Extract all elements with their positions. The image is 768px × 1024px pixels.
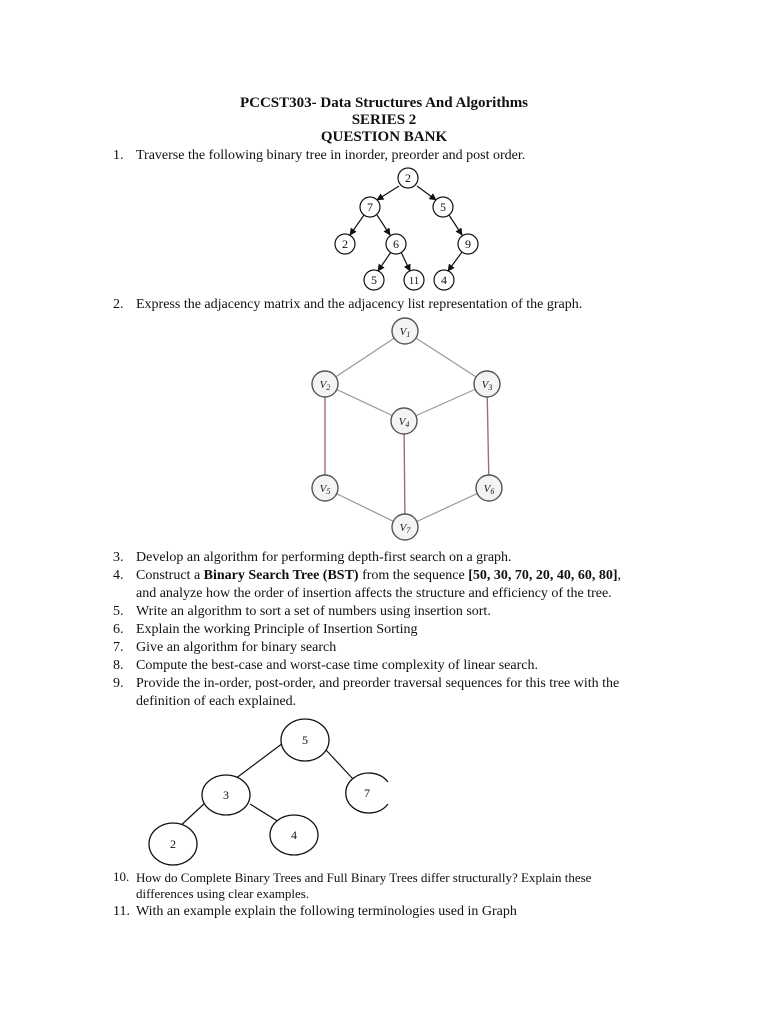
question-sequence: [50, 30, 70, 20, 40, 60, 80] <box>468 568 618 583</box>
question-number: 3. <box>113 550 124 565</box>
tree2-node: 7 <box>364 786 370 800</box>
tree1-node: 9 <box>465 237 471 251</box>
tree1-node: 2 <box>342 237 348 251</box>
question-number: 5. <box>113 604 124 619</box>
question-text: Develop an algorithm for performing depth-first search on a graph. <box>136 550 512 565</box>
graph-vertex: V3 <box>481 379 493 392</box>
graph-vertex: V6 <box>483 483 495 496</box>
tree1-node: 2 <box>405 171 411 185</box>
question-text: Construct a <box>136 568 204 583</box>
tree1-node: 5 <box>440 200 446 214</box>
document-series: SERIES 2 <box>351 112 417 128</box>
question-text-line2: definition of each explained. <box>136 694 297 709</box>
question-number: 6. <box>113 622 124 637</box>
question-text: Express the adjacency matrix and the adjacency list representation of the graph. <box>136 297 583 312</box>
tree1-node: 4 <box>441 273 447 287</box>
question-text: Explain the working Principle of Insertion Sorting <box>136 622 418 637</box>
question-text: from the sequence <box>358 568 469 583</box>
question-text: Provide the in-order, post-order, and preorder traversal sequences for this tree with the <box>136 676 620 691</box>
tree1-node: 6 <box>393 237 399 251</box>
question-text: Write an algorithm to sort a set of numbers using insertion sort. <box>136 604 491 619</box>
question-text: Give an algorithm for binary search <box>136 640 337 655</box>
question-number: 7. <box>113 640 124 655</box>
question-text: With an example explain the following terminologies used in Graph <box>136 904 517 919</box>
question-number: 9. <box>113 676 124 691</box>
graph-vertex: V2 <box>319 379 331 392</box>
question-number: 2. <box>113 297 124 312</box>
question-text: , <box>617 568 622 583</box>
question-text: Compute the best-case and worst-case time complexity of linear search. <box>136 658 538 673</box>
tree2-node: 5 <box>302 733 308 747</box>
question-number: 4. <box>113 568 124 583</box>
graph-vertex: V4 <box>398 416 410 429</box>
tree2-node: 2 <box>170 837 176 851</box>
question-number: 10. <box>113 869 130 884</box>
question-text: How do Complete Binary Trees and Full Binary Trees differ structurally? Explain these <box>136 870 592 885</box>
document-course-title: PCCST303- Data Structures And Algorithms <box>239 95 529 111</box>
question-emphasis: Binary Search Tree (BST) <box>203 568 359 583</box>
graph-vertex: V1 <box>399 326 411 339</box>
question-text: Traverse the following binary tree in inorder, preorder and post order. <box>136 148 526 163</box>
question-number: 11. <box>113 904 130 919</box>
graph-vertex: V7 <box>399 522 411 535</box>
question-text-line2: and analyze how the order of insertion affects the structure and efficiency of the tree. <box>136 586 612 601</box>
tree2-node: 3 <box>223 788 229 802</box>
tree1-node: 5 <box>371 273 377 287</box>
graph-vertex: V5 <box>319 483 331 496</box>
tree1-node: 7 <box>367 200 373 214</box>
tree2-node: 4 <box>291 828 297 842</box>
question-number: 1. <box>113 148 124 163</box>
document-title: QUESTION BANK <box>320 129 448 145</box>
question-number: 8. <box>113 658 124 673</box>
question-text-line2: differences using clear examples. <box>136 886 310 901</box>
tree1-node: 11 <box>408 275 420 287</box>
